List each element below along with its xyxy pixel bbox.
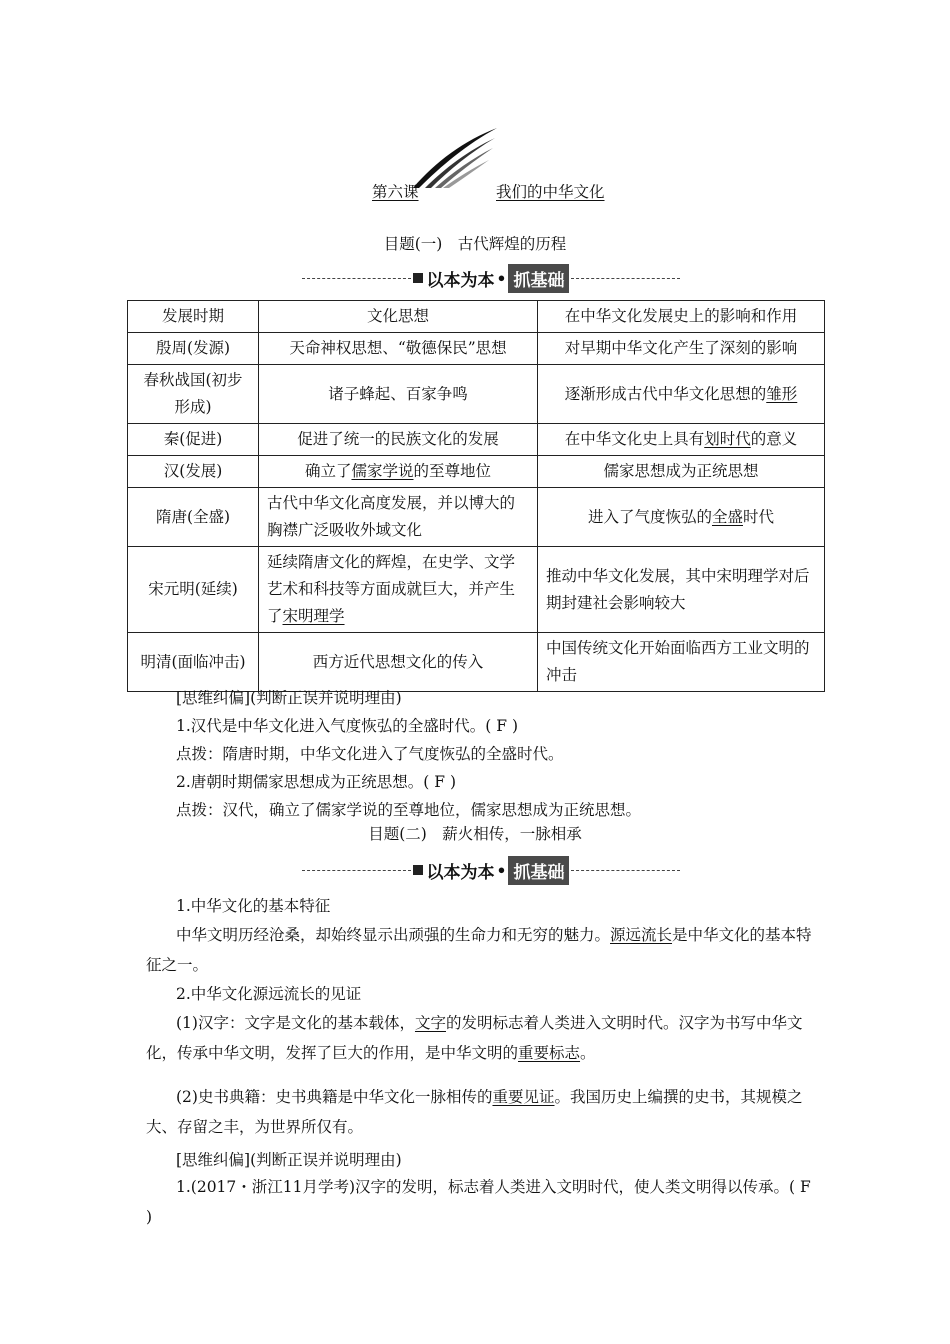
table-cell-period: 明清(面临冲击): [128, 633, 259, 692]
table-cell-effect: 儒家思想成为正统思想: [538, 456, 825, 488]
table-cell-thought: 确立了儒家学说的至尊地位: [259, 456, 538, 488]
banner-dot: •: [496, 268, 507, 288]
table-row: [128, 488, 825, 547]
banner-divider: [302, 870, 411, 871]
review-block-one: [176, 684, 816, 824]
table-row: [128, 547, 825, 633]
table-cell-effect: 中国传统文化开始面临西方工业文明的冲击: [538, 633, 825, 692]
table-cell-period: 隋唐(全盛): [128, 488, 259, 547]
topic-one-heading: 目题(一) 古代辉煌的历程: [383, 235, 567, 253]
table-cell-effect: 对早期中华文化产生了深刻的影响: [538, 333, 825, 365]
banner-divider: [571, 870, 680, 871]
review-question: 1.汉代是中华文化进入气度恢弘的全盛时代。( F ): [176, 717, 518, 735]
square-bullet-icon: [413, 273, 423, 283]
section-heading: 2.中华文化源远流长的见证: [176, 985, 362, 1003]
table-cell-thought: 古代中华文化高度发展，并以博大的胸襟广泛吸收外域文化: [259, 488, 538, 547]
banner-label: 以本为本: [426, 270, 495, 291]
table-cell-period: 宋元明(延续): [128, 547, 259, 633]
table-header: 在中华文化发展史上的影响和作用: [538, 301, 825, 333]
table-cell-thought: 促进了统一的民族文化的发展: [259, 424, 538, 456]
table-row: [128, 633, 825, 692]
table-cell-period: 秦(促进): [128, 424, 259, 456]
table-row: [128, 333, 825, 365]
banner-divider: [571, 278, 680, 279]
banner-badge: 抓基础: [508, 264, 569, 293]
table-cell-effect: 推动中华文化发展，其中宋明理学对后期封建社会影响较大: [538, 547, 825, 633]
review-answer: 点拨：隋唐时期，中华文化进入了气度恢弘的全盛时代。: [176, 745, 564, 763]
table-cell-thought: 诸子蜂起、百家争鸣: [259, 365, 538, 424]
table-cell-effect: 在中华文化史上具有划时代的意义: [538, 424, 825, 456]
table-header: 发展时期: [128, 301, 259, 333]
table-row: [128, 424, 825, 456]
table-header-row: [128, 301, 825, 333]
review-question: 1.(2017・浙江11月学考)汉字的发明，标志着人类进入文明时代，使人类文明得以传承。( F ): [146, 1178, 811, 1226]
table-cell-period: 汉(发展): [128, 456, 259, 488]
paragraph: 中华文明历经沧桑，却始终显示出顽强的生命力和无穷的魅力。源远流长是中华文化的基本特征之一。: [146, 926, 812, 974]
section-banner: [302, 264, 680, 292]
table-cell-period: 春秋战国(初步形成): [128, 365, 259, 424]
review-answer: 点拨：汉代，确立了儒家学说的至尊地位，儒家思想成为正统思想。: [176, 801, 642, 819]
table-row: [128, 456, 825, 488]
banner-dot: •: [496, 860, 507, 880]
history-table: [127, 300, 825, 692]
banner-label: 以本为本: [426, 862, 495, 883]
table-cell-thought: 西方近代思想文化的传入: [259, 633, 538, 692]
review-heading: [思维纠偏](判断正误并说明理由): [176, 1151, 402, 1169]
lesson-title: [0, 180, 950, 204]
paragraph: (2)史书典籍：史书典籍是中华文化一脉相传的重要见证。我国历史上编撰的史书，其规模之大、存留之丰，为世界所仅有。: [146, 1088, 803, 1136]
table-cell-effect: 逐渐形成古代中华文化思想的雏形: [538, 365, 825, 424]
paragraph: (1)汉字：文字是文化的基本载体，文字的发明标志着人类进入文明时代。汉字为书写中华文化，传承中华文明，发挥了巨大的作用，是中华文明的重要标志。: [146, 1014, 803, 1062]
table-cell-period: 殷周(发源): [128, 333, 259, 365]
topic-two-heading: 目题(二) 薪火相传，一脉相承: [368, 825, 582, 843]
table-cell-thought: 天命神权思想、“敬德保民”思想: [259, 333, 538, 365]
banner-badge: 抓基础: [508, 856, 569, 885]
review-heading: [思维纠偏](判断正误并说明理由): [176, 689, 402, 707]
table-header: 文化思想: [259, 301, 538, 333]
lesson-number: 第六课: [372, 183, 419, 201]
section-banner: [302, 856, 680, 884]
lesson-name: 我们的中华文化: [496, 183, 605, 201]
section-heading: 1.中华文化的基本特征: [176, 897, 331, 915]
table-cell-effect: 进入了气度恢弘的全盛时代: [538, 488, 825, 547]
square-bullet-icon: [413, 865, 423, 875]
table-cell-thought: 延续隋唐文化的辉煌，在史学、文学艺术和科技等方面成就巨大，并产生了宋明理学: [259, 547, 538, 633]
review-question: 2.唐朝时期儒家思想成为正统思想。( F ): [176, 773, 456, 791]
table-row: [128, 365, 825, 424]
banner-divider: [302, 278, 411, 279]
